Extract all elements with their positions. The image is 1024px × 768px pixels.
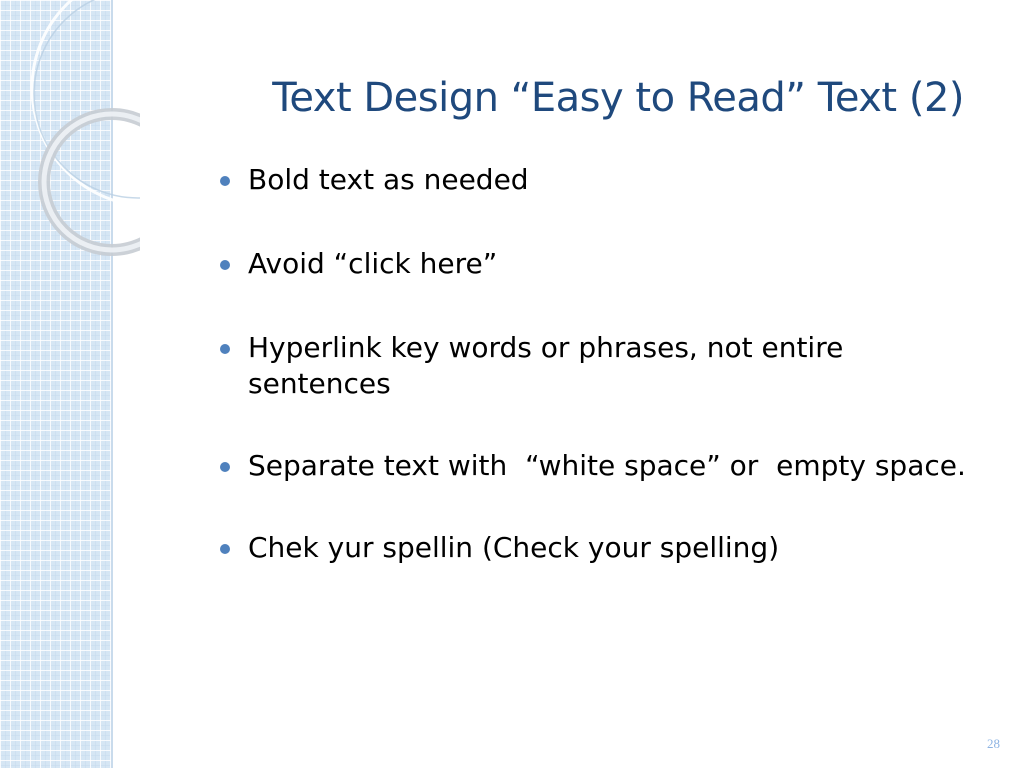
bullet-item [216,530,986,566]
bullet-item [216,162,986,198]
side-decoration-panel [0,0,113,768]
bullet-dot-icon [220,176,230,186]
bullet-dot-icon [220,344,230,354]
bullet-dot-icon [220,260,230,270]
bullet-text: Chek yur spellin (Check your spelling) [248,531,780,564]
bullet-dot-icon [220,544,230,554]
bullet-text: Hyperlink key words or phrases, not entire sentences [248,331,844,400]
bullet-text: Bold text as needed [248,163,529,196]
bullet-item [216,448,986,484]
page-number: 28 [987,736,1000,751]
bullet-text: Avoid “click here” [248,247,498,280]
bullet-text: Separate text with “white space” or empty space. [248,449,966,482]
bullet-dot-icon [220,462,230,472]
bullet-list [216,162,986,614]
slide-title: Text Design “Easy to Read” Text (2) [272,75,964,121]
bullet-item [216,246,986,282]
bullet-item [216,330,986,402]
